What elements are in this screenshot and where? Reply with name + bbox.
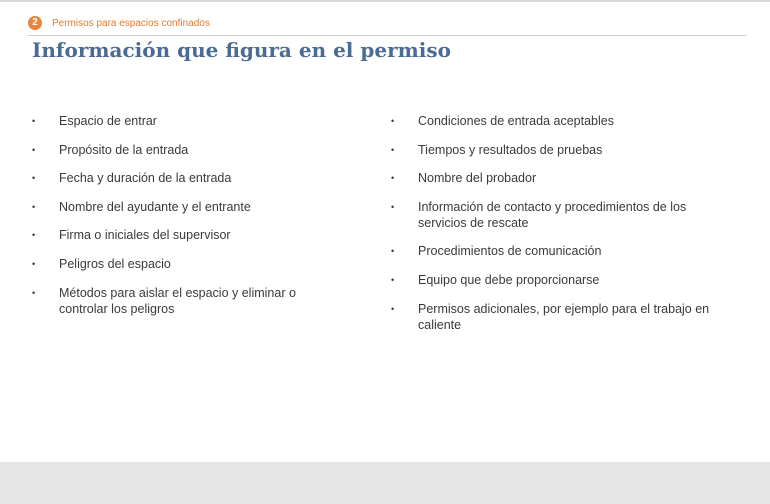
list-item-text: Peligros del espacio [59, 257, 171, 271]
bullet-icon: • [391, 275, 395, 285]
list-item [32, 256, 359, 272]
bullet-icon: • [391, 246, 395, 256]
bullet-icon: • [391, 202, 395, 212]
list-item-text: Permisos adicionales, por ejemplo para el trabajo en caliente [418, 302, 710, 332]
section-header [28, 14, 210, 32]
list-item-text: Nombre del ayudante y el entrante [59, 200, 251, 214]
list-item-text: Espacio de entrar [59, 114, 157, 128]
bullet-icon: • [391, 304, 395, 314]
list-item-text: Propósito de la entrada [59, 143, 189, 157]
bullet-icon: • [391, 173, 395, 183]
list-item [32, 142, 359, 158]
list-item [32, 113, 359, 129]
section-number-badge: 2 [28, 16, 42, 30]
list-item-text: Condiciones de entrada aceptables [418, 114, 614, 128]
list-item-text: Firma o iniciales del supervisor [59, 228, 231, 242]
list-item-text: Equipo que debe proporcionarse [418, 273, 600, 287]
list-item [391, 170, 718, 186]
list-item [32, 227, 359, 243]
list-item [32, 285, 319, 317]
bullet-icon: • [32, 116, 36, 126]
list-item-text: Tiempos y resultados de pruebas [418, 143, 603, 157]
bullet-icon: • [32, 259, 36, 269]
list-item [391, 243, 718, 259]
list-item-text: Fecha y duración de la entrada [59, 171, 232, 185]
bullet-icon: • [32, 145, 36, 155]
list-item [32, 170, 359, 186]
page-title: Información que figura en el permiso [32, 38, 451, 62]
list-item-text: Procedimientos de comunicación [418, 244, 602, 258]
list-item-text: Información de contacto y procedimientos de los servicios de rescate [418, 200, 687, 230]
list-item [391, 113, 718, 129]
list-item-text: Nombre del probador [418, 171, 537, 185]
bullet-icon: • [391, 145, 395, 155]
bullet-icon: • [32, 288, 36, 298]
bullet-icon: • [32, 230, 36, 240]
list-item [391, 301, 713, 333]
top-rule [0, 0, 770, 2]
bullet-icon: • [32, 202, 36, 212]
list-item [391, 199, 713, 231]
section-label: Permisos para espacios confinados [52, 17, 210, 29]
list-item [391, 272, 718, 288]
footer-band [0, 462, 770, 504]
bullet-icon: • [32, 173, 36, 183]
header-divider [28, 35, 746, 36]
bullet-icon: • [391, 116, 395, 126]
list-item [32, 199, 359, 215]
list-item-text: Métodos para aislar el espacio y eliminar o controlar los peligros [59, 286, 296, 316]
list-item [391, 142, 718, 158]
